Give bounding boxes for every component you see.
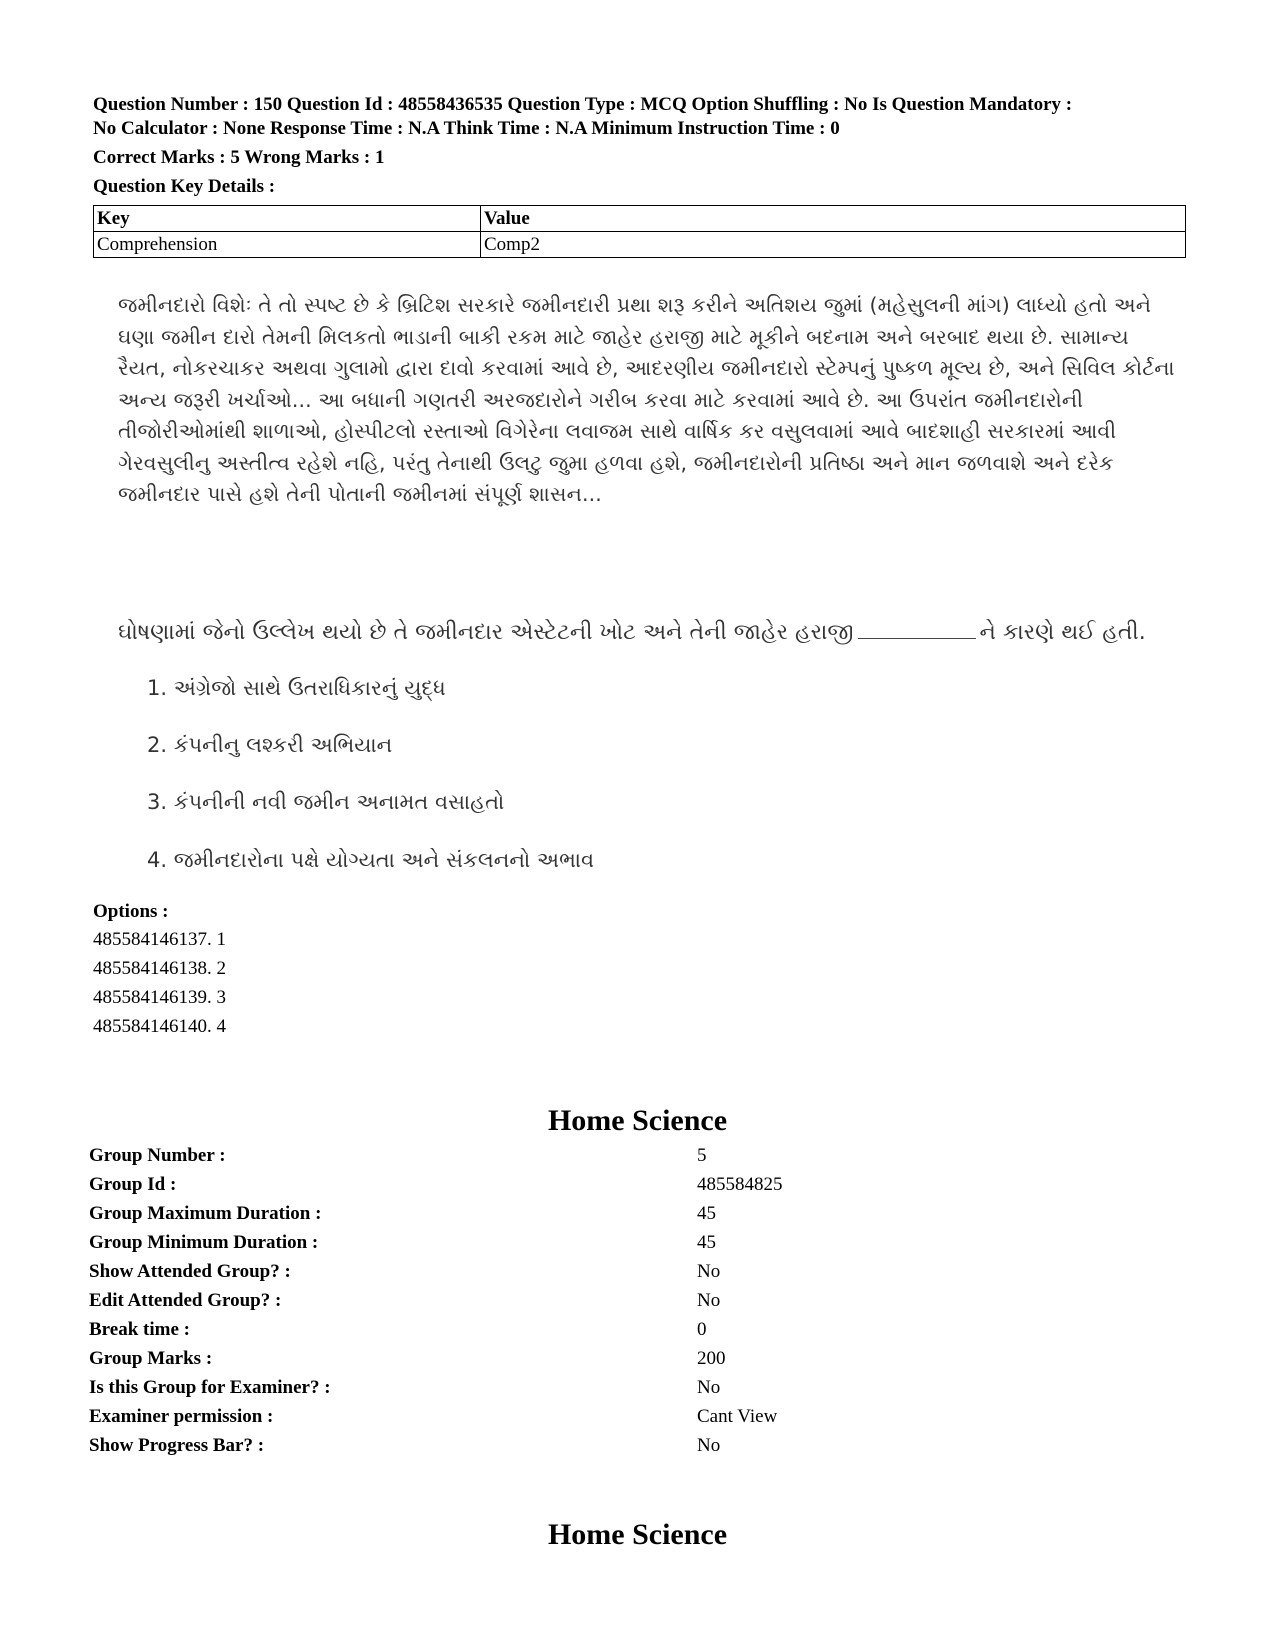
group-info-key: Group Number : [89,1145,226,1166]
group-info-value: Cant View [697,1406,778,1427]
group-info-key: Group Id : [89,1174,177,1195]
group-info-value: 45 [697,1203,716,1224]
group-info-row [89,1377,1189,1405]
key-details-table [93,205,1186,258]
table-header-row [94,206,1186,232]
group-info-key: Group Maximum Duration : [89,1203,322,1224]
comprehension-passage: જમીનદારો વિશેઃ તે તો સ્પષ્ટ છે કે બ્રિટિશ સરકારે જમીનદારી પ્રથા શરૂ કરીને અતિશય જુમાં (મહેસુલની માંગ) લાધ્યો હતો અને ઘણા જમીન દારો તેમની મિલકતો ભાડાની બાકી રકમ માટે જાહેર હરાજી માટે મૂકીને બદનામ અને બરબાદ થયા છે. સામાન્ય રૈયત, નોકરચાકર અથવા ગુલામો દ્વારા દાવો કરવામાં આવે છે, આદરણીય જમીનદારો સ્ટેમ્પનું પુષ્કળ મૂલ્ય છે, અને સિવિલ કોર્ટના અન્ય જરૂરી ખર્ચાઓ... આ બધાની ગણતરી અરજદારોને ગરીબ કરવા માટે કરવામાં આવે છે. આ ઉપરાંત જમીનદારોની તીજોરીઓમાંથી શાળાઓ, હોસ્પીટલો રસ્તાઓ વિગેરેના લવાજમ સાથે વાર્ષિક કર વસુલવામાં આવે બાદશાહી સરકારમાં આવી ગેરવસુલીનુ અસ્તીત્વ રહેશે નહિ, પરંતુ તેનાથી ઉલટુ જુમા હળવા હશે, જમીનદારોની પ્રતિષ્ઠા અને માન જળવાશે અને દરેક જમીનદાર પાસે હશે તેની પોતાની જમીનમાં સંપૂર્ણ શાસન... [118,293,1175,506]
choice-1: 1. અંગ્રેજો સાથે ઉતરાધિકારનું યુદ્ધ [147,676,446,700]
key-details-label: Question Key Details : [93,176,276,197]
group-info-row [89,1145,1189,1173]
group-info-row [89,1406,1189,1434]
choice-2: 2. કંપનીનુ લશ્કરી અભિયાન [147,733,393,757]
question-meta-line-2: No Calculator : None Response Time : N.A Think Time : N.A Minimum Instruction Time : 0 [93,118,840,139]
section-title-2: Home Science [547,1518,728,1551]
group-info-key: Break time : [89,1319,190,1340]
group-info-row [89,1290,1189,1318]
question-meta-line-1: Question Number : 150 Question Id : 48558436535 Question Type : MCQ Option Shuffling : No Is Question Mandatory : [93,94,1073,115]
group-info-key: Show Progress Bar? : [89,1435,265,1456]
group-info-key: Show Attended Group? : [89,1261,291,1282]
table-cell-key: Comprehension [94,232,481,258]
group-info-key: Examiner permission : [89,1406,274,1427]
question-text-after-blank: ને કારણે થઈ હતી. [979,620,1146,645]
group-info-row [89,1348,1189,1376]
table-cell-value: Comp2 [481,232,1186,258]
section-title: Home Science [547,1104,728,1137]
group-info-row [89,1435,1189,1463]
group-info-row [89,1232,1189,1260]
choice-4: 4. જમીનદારોના પક્ષે યોગ્યતા અને સંકલનનો અભાવ [147,848,595,872]
group-info-key: Group Marks : [89,1348,213,1369]
group-info-value: 200 [697,1348,726,1369]
group-info-value: 0 [697,1319,707,1340]
group-info-value: 45 [697,1232,716,1253]
group-info-row [89,1174,1189,1202]
group-info-row [89,1203,1189,1231]
table-row [94,232,1186,258]
option-id-1: 485584146137. 1 [93,929,226,950]
group-info-key: Group Minimum Duration : [89,1232,319,1253]
group-info-key: Is this Group for Examiner? : [89,1377,331,1398]
table-header-value: Value [481,206,1186,232]
option-id-4: 485584146140. 4 [93,1016,226,1037]
group-info-row [89,1319,1189,1347]
answer-blank [858,616,976,639]
option-id-3: 485584146139. 3 [93,987,226,1008]
option-id-2: 485584146138. 2 [93,958,226,979]
group-info-value: No [697,1435,721,1456]
choice-3: 3. કંપનીની નવી જમીન અનામત વસાહતો [147,790,505,814]
group-info-value: No [697,1290,721,1311]
question-text-before-blank: ઘોષણામાં જેનો ઉલ્લેખ થયો છે તે જમીનદાર એસ્ટેટની ખોટ અને તેની જાહેર હરાજી [118,620,854,645]
group-info-value: No [697,1377,721,1398]
options-label: Options : [93,901,169,922]
group-info-row [89,1261,1189,1289]
group-info-key: Edit Attended Group? : [89,1290,282,1311]
group-info-value: 485584825 [697,1174,783,1195]
question-text [118,616,1146,645]
marks-info: Correct Marks : 5 Wrong Marks : 1 [93,147,385,168]
table-header-key: Key [94,206,481,232]
group-info-value: 5 [697,1145,707,1166]
group-info-value: No [697,1261,721,1282]
